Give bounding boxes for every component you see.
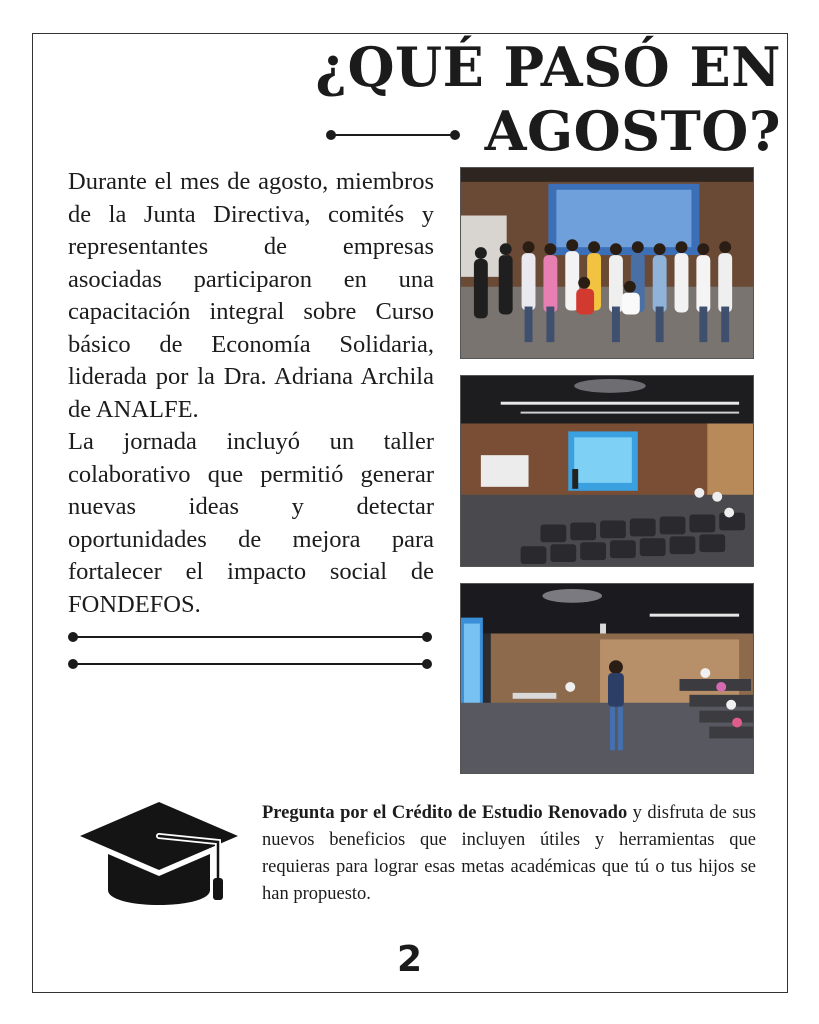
page-number: 2 (396, 939, 423, 980)
promo-bold-text: Pregunta por el Crédito de Estudio Renovado (262, 803, 628, 823)
page-title-line2: AGOSTO? (484, 99, 781, 163)
study-credit-promo (262, 800, 756, 908)
divider-2-dot-right (422, 659, 432, 669)
title-rule-dot-right (450, 130, 460, 140)
divider-2 (73, 663, 428, 665)
title-rule (331, 134, 455, 136)
article-paragraph-1: Durante el mes de agosto, miembros de la Junta Directiva, comités y representantes de empresas asociadas participaron en una capacitación integral sobre Curso básico de Economía Solidaria, liderada por la Dra. Adriana Archila de ANALFE. (68, 168, 434, 423)
promo-body-text: y disfruta de sus nuevos beneficios que incluyen útiles y herramientas que requieras para lograr esas metas académicas que tú o tus hijos se han propuesto. (262, 803, 756, 904)
graduation-cap-icon (78, 798, 240, 920)
auditorium-photo (460, 375, 754, 567)
presentation-photo (460, 583, 754, 774)
page-title-line1: ¿QUÉ PASÓ EN (315, 35, 781, 99)
divider-1 (73, 636, 428, 638)
divider-1-dot-right (422, 632, 432, 642)
group-photo (460, 167, 754, 359)
article-paragraph-2: La jornada incluyó un taller colaborativo que permitió generar nuevas ideas y detectar oportunidades de mejora para fortalecer el impacto social de FONDEFOS. (68, 428, 434, 618)
article-body (68, 166, 434, 621)
